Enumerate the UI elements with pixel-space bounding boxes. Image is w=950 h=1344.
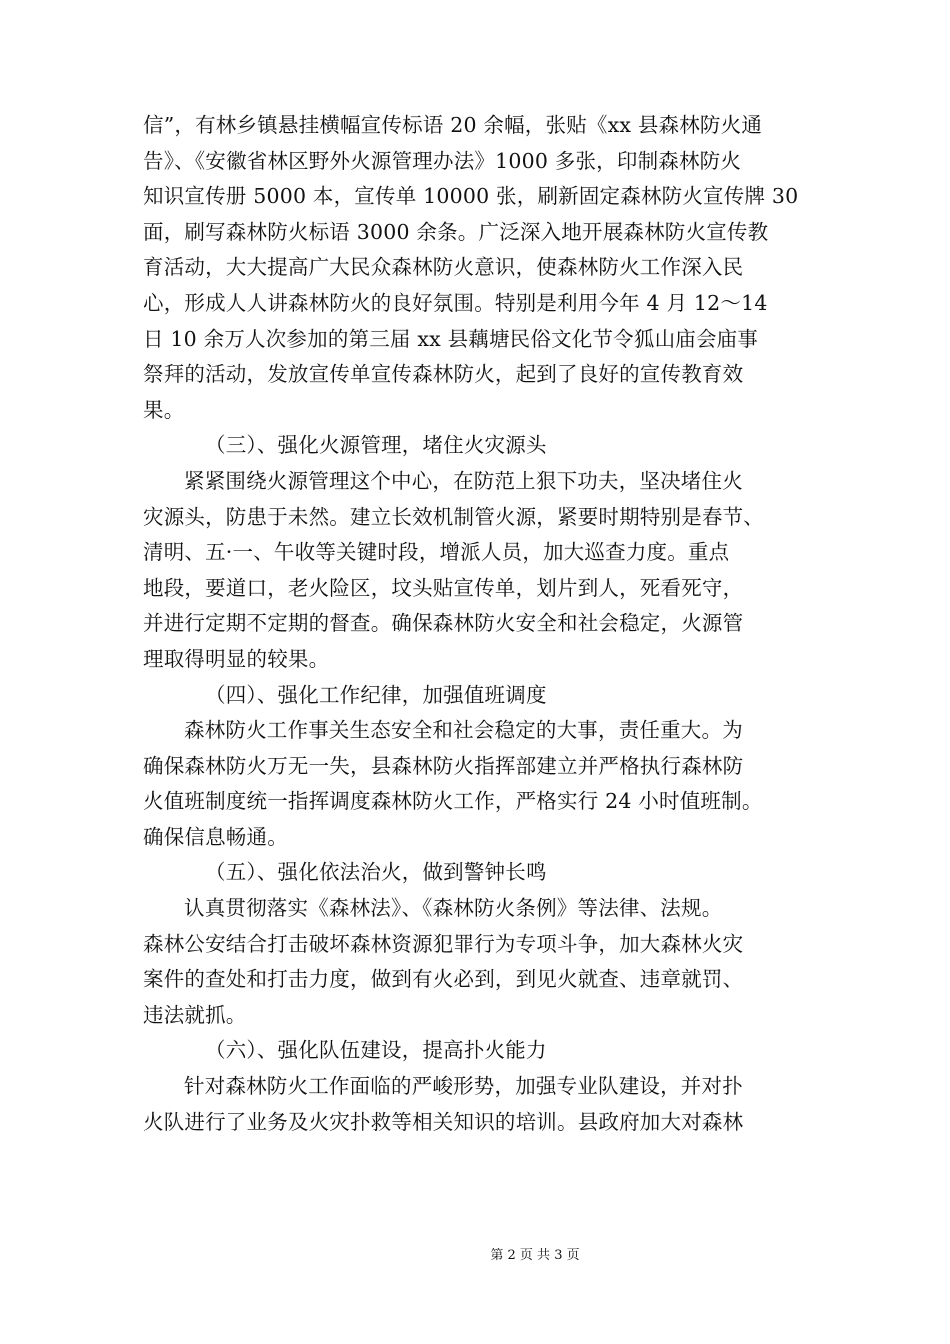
paragraph-line: 信”，有林乡镇悬挂横幅宣传标语 20 余幅，张贴《xx 县森林防火通 [143,113,763,137]
paragraph-line: 并进行定期不定期的督查。确保森林防火安全和社会稳定，火源管 [143,611,744,636]
document-body [143,108,811,1140]
paragraph-line: 日 10 余万人次参加的第三届 xx 县藕塘民俗文化节令狐山庙会庙事 [143,326,759,351]
paragraph-line: 认真贯彻落实《森林法》、《森林防火条例》等法律、法规。 [184,896,723,921]
paragraph-line: 森林防火工作事关生态安全和社会稳定的大事，责任重大。为 [184,718,743,743]
paragraph-line: 火队进行了业务及火灾扑救等相关知识的培训。县政府加大对森林 [143,1109,744,1134]
paragraph-line: 案件的查处和打击力度，做到有火必到，到见火就查、违章就罚、 [143,967,744,992]
paragraph-line: 育活动，大大提高广大民众森林防火意识，使森林防火工作深入民 [143,255,744,280]
section-heading: （四）、强化工作纪律，加强值班调度 [205,682,547,707]
paragraph-line: 违法就抓。 [143,1002,247,1027]
paragraph-line: 知识宣传册 5000 本，宣传单 10000 张，刷新固定森林防火宣传牌 30 [143,184,799,209]
paragraph-line: 火值班制度统一指挥调度森林防火工作，严格实行 24 小时值班制。 [143,789,763,814]
paragraph-line: 确保信息畅通。 [143,824,288,849]
paragraph-line: 灾源头，防患于未然。建立长效机制管火源，紧要时期特别是春节、 [143,504,764,529]
paragraph-line: 地段，要道口，老火险区，坟头贴宣传单，划片到人，死看死守， [143,575,744,600]
paragraph-line: 祭拜的活动，发放宣传单宣传森林防火，起到了良好的宣传教育效 [143,362,744,387]
paragraph-line: 确保森林防火万无一失，县森林防火指挥部建立并严格执行森林防 [143,753,744,778]
paragraph-line: 告》、《安徽省林区野外火源管理办法》1000 多张，印制森林防火 [143,148,742,173]
paragraph-line: 果。 [143,397,185,422]
paragraph-line: 森林公安结合打击破坏森林资源犯罪行为专项斗争，加大森林火灾 [143,931,744,956]
paragraph-line: 理取得明显的较果。 [143,646,330,671]
page-number-footer: 第 2 页 共 3 页 [490,1248,580,1263]
paragraph-line: 针对森林防火工作面临的严峻形势，加强专业队建设，并对扑 [184,1074,743,1099]
section-heading: （五）、强化依法治火，做到警钟长鸣 [205,860,547,885]
section-heading: （三）、强化火源管理，堵住火灾源头 [205,433,547,458]
paragraph-line: 紧紧围绕火源管理这个中心，在防范上狠下功夫，坚决堵住火 [184,468,743,493]
paragraph-line: 面，刷写森林防火标语 3000 余条。广泛深入地开展森林防火宣传教 [143,219,769,244]
paragraph-line: 清明、五·一、午收等关键时段，增派人员，加大巡查力度。重点 [143,540,730,565]
section-heading: （六）、强化队伍建设，提高扑火能力 [205,1038,547,1063]
paragraph-line: 心，形成人人讲森林防火的良好氛围。特别是利用今年 4 月 12～14 [143,290,768,315]
